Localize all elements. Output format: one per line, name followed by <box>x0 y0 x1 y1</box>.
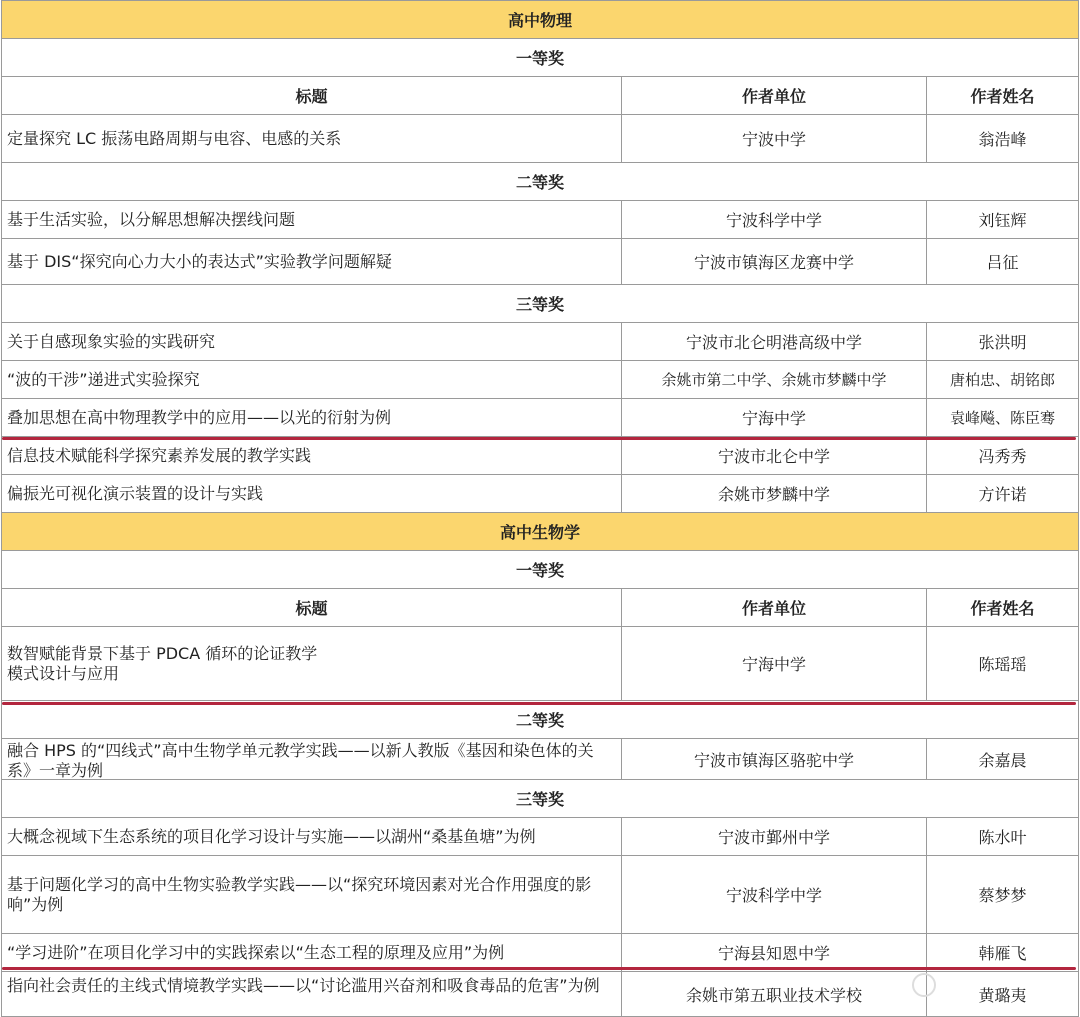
cell-title: 基于 DIS“探究向心力大小的表达式”实验教学问题解疑 <box>2 239 622 285</box>
table-row <box>2 323 1079 361</box>
cell-title-line: 数智赋能背景下基于 PDCA 循环的论证教学 <box>7 643 318 663</box>
award-label: 三等奖 <box>2 285 1079 323</box>
table-row <box>2 437 1079 475</box>
cell-name: 陈水叶 <box>927 818 1079 856</box>
cell-name: 蔡梦梦 <box>927 856 1079 934</box>
section-title: 高中生物学 <box>2 513 1079 551</box>
cell-title: 大概念视域下生态系统的项目化学习设计与实施——以湖州“桑基鱼塘”为例 <box>2 818 622 856</box>
cell-unit: 宁波科学中学 <box>622 201 927 239</box>
column-headers <box>2 589 1079 627</box>
cell-unit: 宁海中学 <box>622 627 927 701</box>
table-row <box>2 475 1079 513</box>
award-label: 一等奖 <box>2 39 1079 77</box>
section-header-physics <box>2 1 1079 39</box>
cell-unit: 宁波市镇海区骆驼中学 <box>622 739 927 780</box>
cell-name: 余嘉晨 <box>927 739 1079 780</box>
award-level-third <box>2 285 1079 323</box>
award-level-third <box>2 780 1079 818</box>
cell-name: 袁峰飚、陈臣骞 <box>927 399 1079 437</box>
cell-title: 偏振光可视化演示装置的设计与实践 <box>2 475 622 513</box>
awards-table <box>1 0 1079 1017</box>
award-label: 二等奖 <box>2 701 1079 739</box>
cell-name: 黄璐夷 <box>927 972 1079 1017</box>
cell-name: 吕征 <box>927 239 1079 285</box>
cell-name: 方许诺 <box>927 475 1079 513</box>
award-level-first <box>2 39 1079 77</box>
header-unit: 作者单位 <box>622 77 927 115</box>
cell-unit: 宁波科学中学 <box>622 856 927 934</box>
cell-unit: 宁波市鄞州中学 <box>622 818 927 856</box>
award-label: 三等奖 <box>2 780 1079 818</box>
table-row <box>2 115 1079 163</box>
cell-title: “波的干涉”递进式实验探究 <box>2 361 622 399</box>
cell-unit: 宁海中学 <box>622 399 927 437</box>
award-level-first <box>2 551 1079 589</box>
header-title: 标题 <box>2 589 622 627</box>
cell-title <box>2 972 622 1017</box>
table-row <box>2 818 1079 856</box>
table-row <box>2 201 1079 239</box>
cell-name: 唐柏忠、胡铭郎 <box>927 361 1079 399</box>
cell-title: 关于自感现象实验的实践研究 <box>2 323 622 361</box>
header-name: 作者姓名 <box>927 589 1079 627</box>
cell-name: 冯秀秀 <box>927 437 1079 475</box>
cell-name: 翁浩峰 <box>927 115 1079 163</box>
table-row <box>2 739 1079 780</box>
header-title: 标题 <box>2 77 622 115</box>
cell-unit: 余姚市第二中学、余姚市梦麟中学 <box>622 361 927 399</box>
cell-title-line: 模式设计与应用 <box>7 663 120 683</box>
cell-title: 叠加思想在高中物理教学中的应用——以光的衍射为例 <box>2 399 622 437</box>
table-row <box>2 399 1079 437</box>
cell-title: 信息技术赋能科学探究素养发展的教学实践 <box>2 437 622 475</box>
cell-unit: 余姚市梦麟中学 <box>622 475 927 513</box>
cell-unit: 宁波市北仑明港高级中学 <box>622 323 927 361</box>
watermark-logo <box>912 971 1062 999</box>
red-underline-mark <box>2 967 1076 970</box>
section-header-biology <box>2 513 1079 551</box>
watermark-icon <box>912 973 936 997</box>
cell-title: 基于问题化学习的高中生物实验教学实践——以“探究环境因素对光合作用强度的影响”为例 <box>2 856 622 934</box>
table-row <box>2 627 1079 701</box>
cell-unit: 余姚市第五职业技术学校 <box>622 972 927 1017</box>
award-label: 一等奖 <box>2 551 1079 589</box>
cell-title: 定量探究 LC 振荡电路周期与电容、电感的关系 <box>2 115 622 163</box>
header-name: 作者姓名 <box>927 77 1079 115</box>
cell-unit: 宁波市北仑中学 <box>622 437 927 475</box>
section-title: 高中物理 <box>2 1 1079 39</box>
award-level-second <box>2 163 1079 201</box>
table-row <box>2 856 1079 934</box>
cell-name: 张洪明 <box>927 323 1079 361</box>
table-row <box>2 361 1079 399</box>
cell-title <box>2 739 622 780</box>
table-row <box>2 239 1079 285</box>
award-label: 二等奖 <box>2 163 1079 201</box>
cell-title-text: 融合 HPS 的“四线式”高中生物学单元教学实践——以新人教版《基因和染色体的关系》一章为例 <box>7 741 594 779</box>
cell-unit: 宁海县知恩中学 <box>622 934 927 972</box>
cell-title-text: 指向社会责任的主线式情境教学实践——以“讨论滥用兴奋剂和吸食毒品的危害”为例 <box>7 976 600 995</box>
cell-name: 刘钰辉 <box>927 201 1079 239</box>
red-underline-mark <box>2 702 1076 705</box>
cell-unit: 宁波市镇海区龙赛中学 <box>622 239 927 285</box>
cell-name: 韩雁飞 <box>927 934 1079 972</box>
column-headers <box>2 77 1079 115</box>
cell-title: 基于生活实验，以分解思想解决摆线问题 <box>2 201 622 239</box>
cell-name: 陈瑶瑶 <box>927 627 1079 701</box>
table-row <box>2 934 1079 972</box>
header-unit: 作者单位 <box>622 589 927 627</box>
cell-title: “学习进阶”在项目化学习中的实践探索以“生态工程的原理及应用”为例 <box>2 934 622 972</box>
cell-title <box>2 627 622 701</box>
red-underline-mark <box>2 437 1076 440</box>
cell-unit: 宁波中学 <box>622 115 927 163</box>
award-level-second <box>2 701 1079 739</box>
